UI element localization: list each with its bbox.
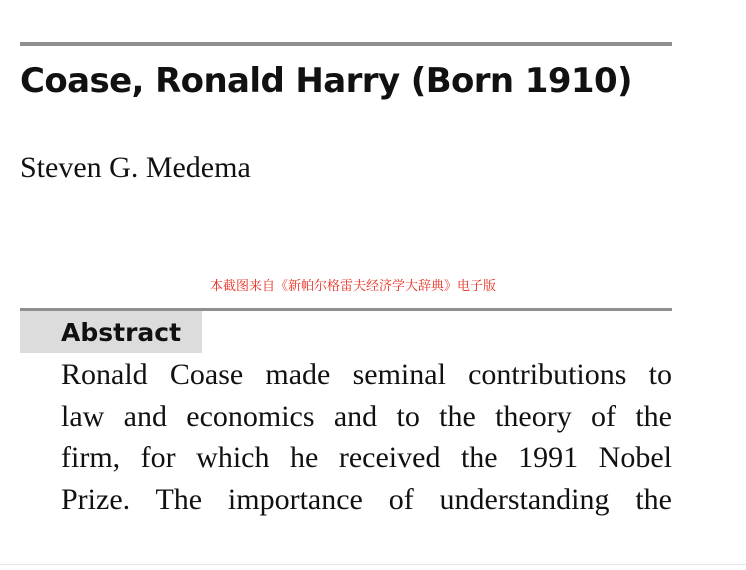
- author-name: Steven G. Medema: [20, 151, 251, 184]
- abstract-line: Prize. The importance of understanding the: [61, 482, 672, 516]
- abstract-line: firm, for which he received the 1991 Nobel: [61, 441, 672, 474]
- abstract-line: Ronald Coase made seminal contributions to: [61, 358, 672, 391]
- page-bottom-edge: [0, 564, 746, 565]
- abstract-body: [61, 354, 672, 520]
- article-title: Coase, Ronald Harry (Born 1910): [20, 61, 632, 101]
- watermark-text: 本截图来自《新帕尔格雷夫经济学大辞典》电子版: [209, 279, 496, 294]
- abstract-heading: Abstract: [61, 318, 182, 347]
- abstract-line: law and economics and to the theory of the: [61, 399, 672, 433]
- top-rule: [20, 42, 672, 46]
